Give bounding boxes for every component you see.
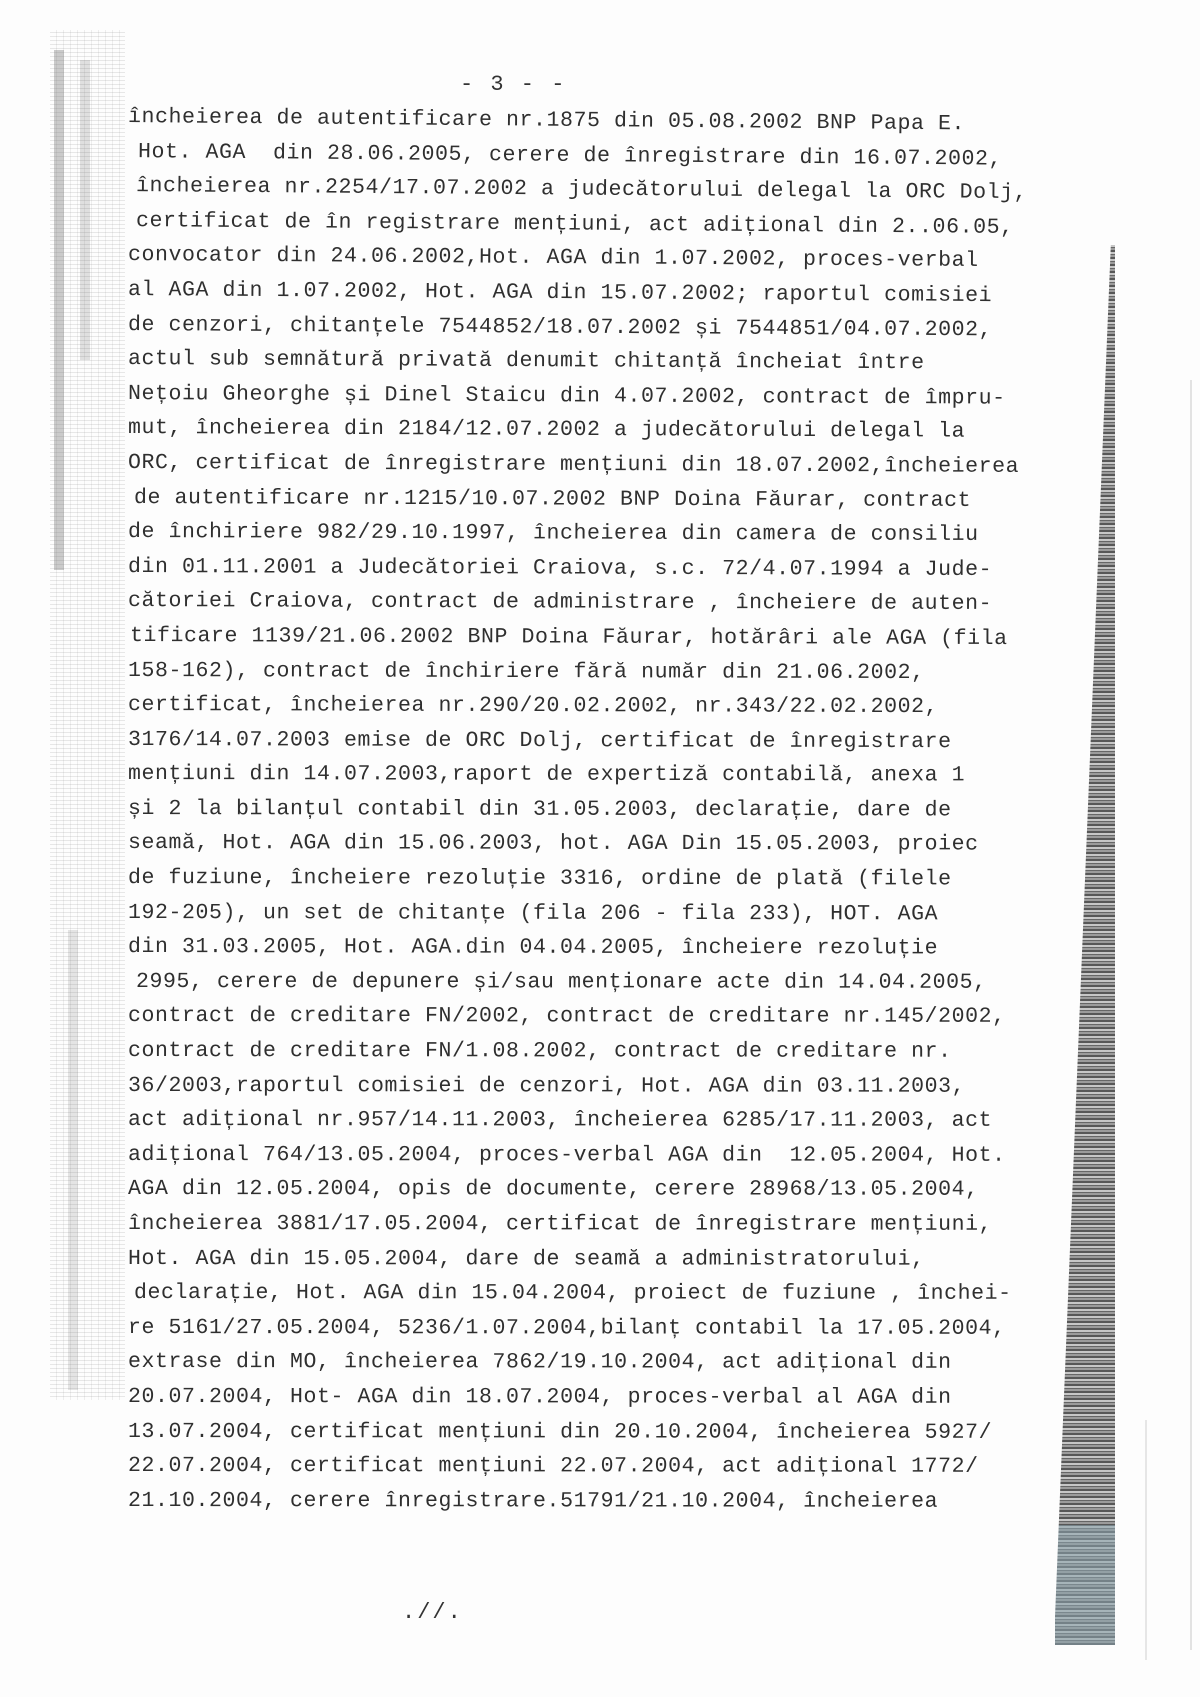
document-line: al AGA din 1.07.2002, Hot. AGA din 15.07.2002; raportul comisiei [127, 277, 993, 309]
document-line: seamă, Hot. AGA din 15.06.2003, hot. AGA Din 15.05.2003, proiec [127, 831, 979, 857]
document-line: ORC, certificat de înregistrare mențiuni din 18.07.2002,încheierea [127, 450, 1020, 479]
document-line: 21.10.2004, cerere înregistrare.51791/21.10.2004, încheierea [127, 1488, 939, 1514]
document-line: re 5161/27.05.2004, 5236/1.07.2004,bilanț contabil la 17.05.2004, [127, 1315, 1006, 1341]
document-line: certificat de în registrare mențiuni, act adițional din 2..06.05, [135, 208, 1014, 240]
document-line: actul sub semnătură privată denumit chitanță încheiat între [127, 347, 925, 376]
document-line: 22.07.2004, certificat mențiuni 22.07.2004, act adițional 1772/ [127, 1454, 979, 1479]
document-line: 36/2003,raportul comisiei de cenzori, Hot. AGA din 03.11.2003, [127, 1073, 966, 1099]
document-line: mențiuni din 14.07.2003,raport de expertiză contabilă, anexa 1 [127, 762, 966, 788]
document-line: mut, încheierea din 2184/12.07.2002 a judecătorului delegal la [127, 416, 966, 444]
document-line: Hot. AGA din 28.06.2005, cerere de înregistrare din 16.07.2002, [137, 139, 1003, 172]
document-line: Nețoiu Gheorghe și Dinel Staicu din 4.07.2002, contract de împru- [127, 381, 1006, 411]
document-line: adițional 764/13.05.2004, proces-verbal AGA din 12.05.2004, Hot. [127, 1142, 1006, 1168]
document-line: de cenzori, chitanțele 7544852/18.07.2002 și 7544851/04.07.2002, [127, 312, 993, 342]
document-line: 192-205), un set de chitanțe (fila 206 - fila 233), HOT. AGA [127, 900, 939, 927]
document-line: convocator din 24.06.2002,Hot. AGA din 1.07.2002, proces-verbal [127, 243, 979, 274]
document-line: 158-162), contract de închiriere fără număr din 21.06.2002, [127, 658, 925, 685]
document-line: 2995, cerere de depunere și/sau menționare acte din 14.04.2005, [135, 969, 987, 995]
document-line: certificat, încheierea nr.290/20.02.2002, nr.343/22.02.2002, [127, 693, 939, 720]
document-line: din 01.11.2001 a Judecătoriei Craiova, s.c. 72/4.07.1994 a Jude- [127, 554, 993, 582]
right-edge-scan-shadow [1055, 245, 1115, 1645]
document-line: de închiriere 982/29.10.1997, încheierea din camera de consiliu [127, 520, 979, 548]
document-line: AGA din 12.05.2004, opis de documente, cerere 28968/13.05.2004, [127, 1177, 979, 1203]
document-body [128, 100, 1058, 1518]
continuation-mark: .//. [402, 1600, 463, 1625]
document-line: Hot. AGA din 15.05.2004, dare de seamă a administratorului, [127, 1246, 925, 1272]
document-line: încheierea 3881/17.05.2004, certificat de înregistrare mențiuni, [127, 1212, 993, 1237]
document-line: de fuziune, încheiere rezoluție 3316, ordine de plată (filele [127, 866, 952, 892]
document-line: 20.07.2004, Hot- AGA din 18.07.2004, proces-verbal al AGA din [127, 1384, 952, 1410]
document-line: contract de creditare FN/1.08.2002, contract de creditare nr. [127, 1039, 952, 1064]
document-line: din 31.03.2005, Hot. AGA.din 04.04.2005, încheiere rezoluție [127, 935, 939, 961]
document-line: 13.07.2004, certificat mențiuni din 20.10.2004, încheierea 5927/ [127, 1419, 993, 1445]
document-line: încheierea de autentificare nr.1875 din 05.08.2002 BNP Papa E. [127, 105, 966, 137]
document-line: tificare 1139/21.06.2002 BNP Doina Făurar, hotărâri ale AGA (fila [129, 623, 1008, 651]
document-line: și 2 la bilanțul contabil din 31.05.2003, declarație, dare de [127, 796, 952, 823]
page-number: - 3 - - [460, 72, 567, 97]
page-edge-line [1145, 1420, 1147, 1660]
document-line: de autentificare nr.1215/10.07.2002 BNP Doina Făurar, contract [133, 485, 972, 513]
document-line: extrase din MO, încheierea 7862/19.10.2004, act adițional din [127, 1350, 952, 1376]
document-line: 3176/14.07.2003 emise de ORC Dolj, certificat de înregistrare [127, 727, 952, 754]
document-line: act adițional nr.957/14.11.2003, încheierea 6285/17.11.2003, act [127, 1108, 993, 1133]
page-edge-line [1190, 380, 1192, 1650]
document-line: cătoriei Craiova, contract de administrare , încheiere de auten- [127, 589, 993, 617]
left-margin-scan-noise [50, 30, 125, 1400]
document-line: declarație, Hot. AGA din 15.04.2004, proiect de fuziune , închei- [133, 1281, 1012, 1306]
document-line: încheierea nr.2254/17.07.2002 a judecătorului delegal la ORC Dolj, [135, 174, 1028, 206]
document-line: contract de creditare FN/2002, contract de creditare nr.145/2002, [127, 1004, 1006, 1030]
